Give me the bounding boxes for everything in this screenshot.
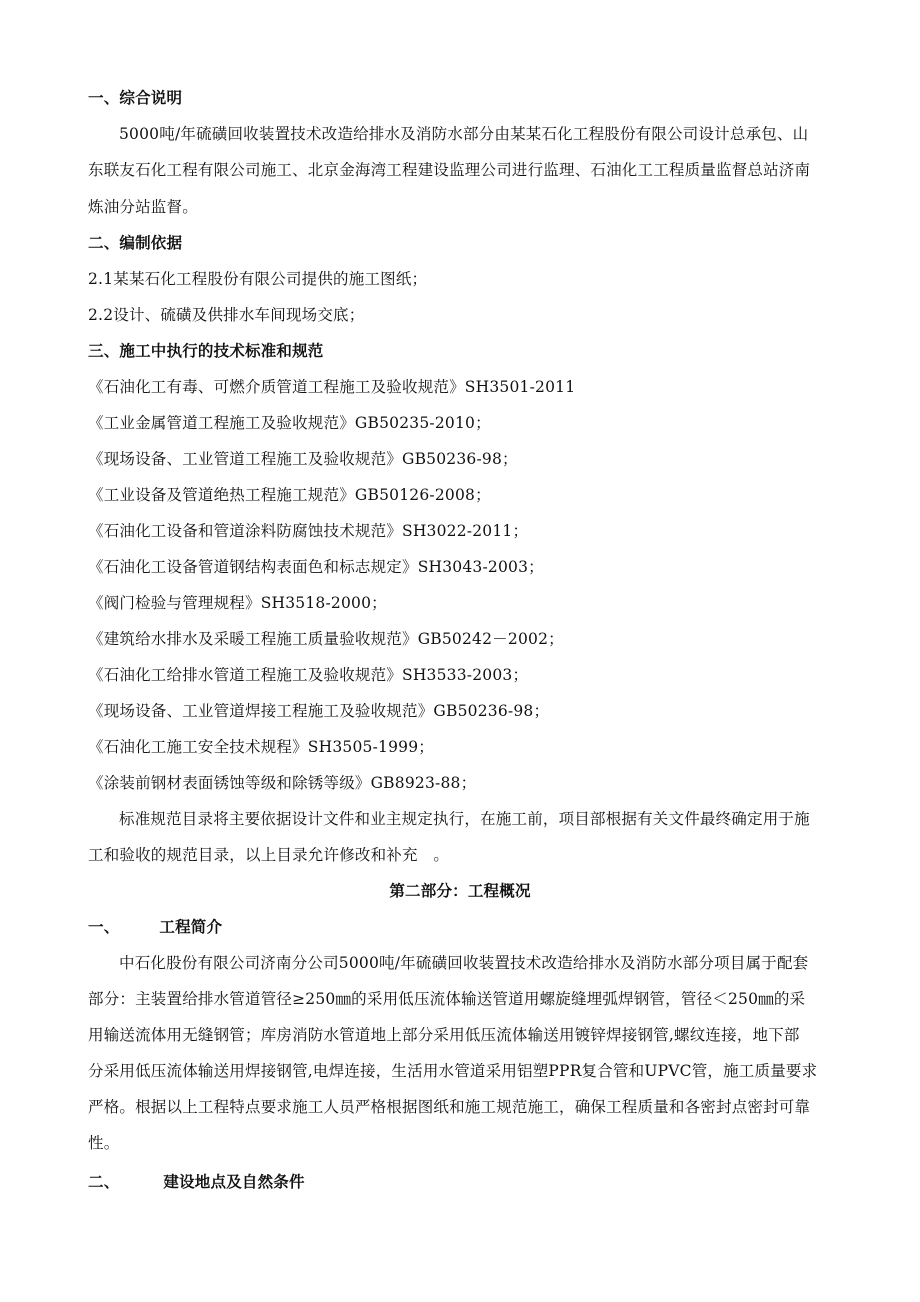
part-2-title: 第二部分：工程概况 — [389, 881, 531, 900]
intro-paragraph-line: 用输送流体用无缝钢管；库房消防水管道地上部分采用低压流体输送用镀锌焊接钢管,螺纹连接，地下部 — [88, 1026, 800, 1044]
standards-note-line: 标准规范目录将主要依据设计文件和业主规定执行，在施工前，项目部根据有关文件最终确定用于施 — [119, 810, 810, 828]
basis-item: 2.2设计、硫磺及供排水车间现场交底； — [88, 306, 365, 324]
intro-paragraph-line: 严格。根据以上工程特点要求施工人员严格根据图纸和施工规范施工，确保工程质量和各密封点密封可靠 — [88, 1098, 811, 1116]
section-2-heading: 二、编制依据 — [88, 233, 183, 252]
intro-paragraph-line: 部分：主装置给排水管道管径≥250㎜的采用低压流体输送管道用螺旋缝埋弧焊钢管，管径＜250㎜的采 — [88, 990, 806, 1008]
standard-item: 《石油化工设备和管道涂料防腐蚀技术规范》SH3022-2011； — [88, 522, 529, 540]
intro-paragraph-line: 分采用低压流体输送用焊接钢管,电焊连接，生活用水管道采用铝塑PPR复合管和UPVC管，施工质量要求 — [88, 1062, 818, 1080]
standard-item: 《现场设备、工业管道工程施工及验收规范》GB50236-98； — [88, 450, 518, 468]
section-3-heading: 三、施工中执行的技术标准和规范 — [88, 341, 324, 360]
intro-paragraph-line: 中石化股份有限公司济南分公司5000吨/年硫磺回收装置技术改造给排水及消防水部分项目属于配套 — [119, 954, 809, 972]
subsection-2-number: 二、 — [88, 1172, 120, 1191]
standard-item: 《建筑给水排水及采暖工程施工质量验收规范》GB50242－2002； — [88, 630, 564, 648]
standard-item: 《石油化工设备管道钢结构表面色和标志规定》SH3043-2003； — [88, 558, 544, 576]
subsection-1-number: 一、 — [88, 917, 120, 936]
standards-note-line: 工和验收的规范目录，以上目录允许修改和补充 。 — [88, 846, 450, 864]
standard-item: 《工业设备及管道绝热工程施工规范》GB50126-2008； — [88, 486, 491, 504]
standard-item: 《石油化工有毒、可燃介质管道工程施工及验收规范》SH3501-2011 — [88, 378, 576, 396]
standard-item: 《工业金属管道工程施工及验收规范》GB50235-2010； — [88, 414, 491, 432]
intro-paragraph-line: 性。 — [88, 1134, 120, 1152]
subsection-2-title: 建设地点及自然条件 — [163, 1172, 305, 1191]
section-1-paragraph-line: 炼油分站监督。 — [88, 198, 198, 216]
standard-item: 《现场设备、工业管道焊接工程施工及验收规范》GB50236-98； — [88, 702, 550, 720]
standard-item: 《涂装前钢材表面锈蚀等级和除锈等级》GB8923-88； — [88, 774, 477, 792]
standard-item: 《石油化工给排水管道工程施工及验收规范》SH3533-2003； — [88, 666, 529, 684]
standard-item: 《石油化工施工安全技术规程》SH3505-1999； — [88, 738, 434, 756]
subsection-1-title: 工程简介 — [159, 917, 223, 936]
basis-item: 2.1某某石化工程股份有限公司提供的施工图纸； — [88, 270, 428, 288]
section-1-paragraph-line: 5000吨/年硫磺回收装置技术改造给排水及消防水部分由某某石化工程股份有限公司设计总承包、山 — [119, 125, 809, 143]
subsection-2-heading — [88, 1172, 832, 1192]
section-1-paragraph-line: 东联友石化工程有限公司施工、北京金海湾工程建设监理公司进行监理、石油化工工程质量监督总站济南 — [88, 161, 811, 179]
standard-item: 《阀门检验与管理规程》SH3518-2000； — [88, 594, 387, 612]
section-1-heading: 一、综合说明 — [88, 88, 183, 107]
subsection-1-heading — [88, 917, 832, 937]
